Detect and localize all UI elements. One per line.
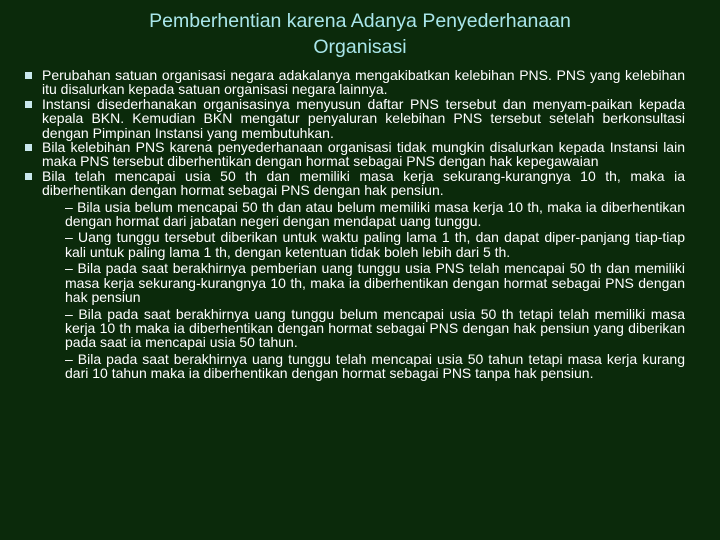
bullet-text-4: Bila telah mencapai usia 50 th dan memiliki masa kerja sekurang-kurangnya 10 th, maka ia diberhentikan dengan hormat sebagai PNS dengan hak pensiun.	[42, 167, 685, 199]
subbullet-text-3: – Bila pada saat berakhirnya pemberian uang tunggu usia PNS telah mencapai 50 th dan memiliki masa kerja sekurang-kurangnya 10 th, maka ia diberhentikan dengan hormat sebagai PNS dengan hak pensiun	[65, 260, 685, 306]
slide-content	[25, 68, 685, 381]
subbullet-text-4: – Bila pada saat berakhirnya uang tunggu belum mencapai usia 50 th tetapi telah memiliki masa kerja 10 th maka ia diberhentikan dengan hormat sebagai PNS dengan hak pensiun yang diberikan pada saat ia mencapai usia 50 tahun.	[65, 305, 685, 351]
bullet-text-2: Instansi disederhanakan organisasinya menyusun daftar PNS tersebut dan menyam-paikan kepada kepala BKN. Kemudian BKN mengatur penyaluran kelebihan PNS tersebut setelah berkonsultasi dengan Pimpinan Instansi yang membutuhkan.	[42, 95, 685, 141]
slide-title-line-2: Organisasi	[313, 36, 407, 58]
bullet-item-1	[25, 68, 685, 97]
subbullet-text-5: – Bila pada saat berakhirnya uang tunggu telah mencapai usia 50 tahun tetapi masa kerja kurang dari 10 tahun maka ia diberhentikan dengan hormat sebagai PNS tanpa hak pensiun.	[65, 350, 685, 382]
bullet-text-3: Bila kelebihan PNS karena penyederhanaan organisasi tidak mungkin disalurkan kepada Instansi lain maka PNS tersebut diberhentikan dengan hormat sebagai PNS dengan hak kepegawaian	[42, 139, 685, 170]
subbullet-text-2: – Uang tunggu tersebut diberikan untuk waktu paling lama 1 th, dan dapat diper-panjang tiap-tiap kali untuk paling lama 1 th, dengan ketentuan tidak boleh lebih dari 5 th.	[65, 229, 685, 260]
slide-title	[60, 8, 660, 60]
bullet-item-4	[25, 169, 685, 198]
subbullet-text-1: – Bila usia belum mencapai 50 th dan atau belum memiliki masa kerja 10 th, maka ia diberhentikan dengan hormat dari jabatan negeri dengan mendapat uang tunggu.	[65, 198, 685, 230]
bullet-text-1: Perubahan satuan organisasi negara adakalanya mengakibatkan kelebihan PNS. PNS yang kelebihan itu disalurkan kepada satuan organisasi negara lainnya.	[42, 67, 685, 98]
bullet-item-3	[25, 140, 685, 169]
subbullet-item-5	[65, 352, 685, 381]
slide-title-line-1: Pemberhentian karena Adanya Penyederhanaan	[149, 10, 571, 32]
subbullet-item-1	[65, 200, 685, 229]
square-bullet-icon	[25, 173, 32, 180]
subbullet-item-3	[65, 261, 685, 304]
subbullet-item-2	[65, 230, 685, 259]
bullet-item-2	[25, 97, 685, 140]
subbullet-item-4	[65, 307, 685, 350]
subbullet-list	[25, 200, 685, 381]
square-bullet-icon	[25, 101, 32, 108]
square-bullet-icon	[25, 144, 32, 151]
square-bullet-icon	[25, 72, 32, 79]
